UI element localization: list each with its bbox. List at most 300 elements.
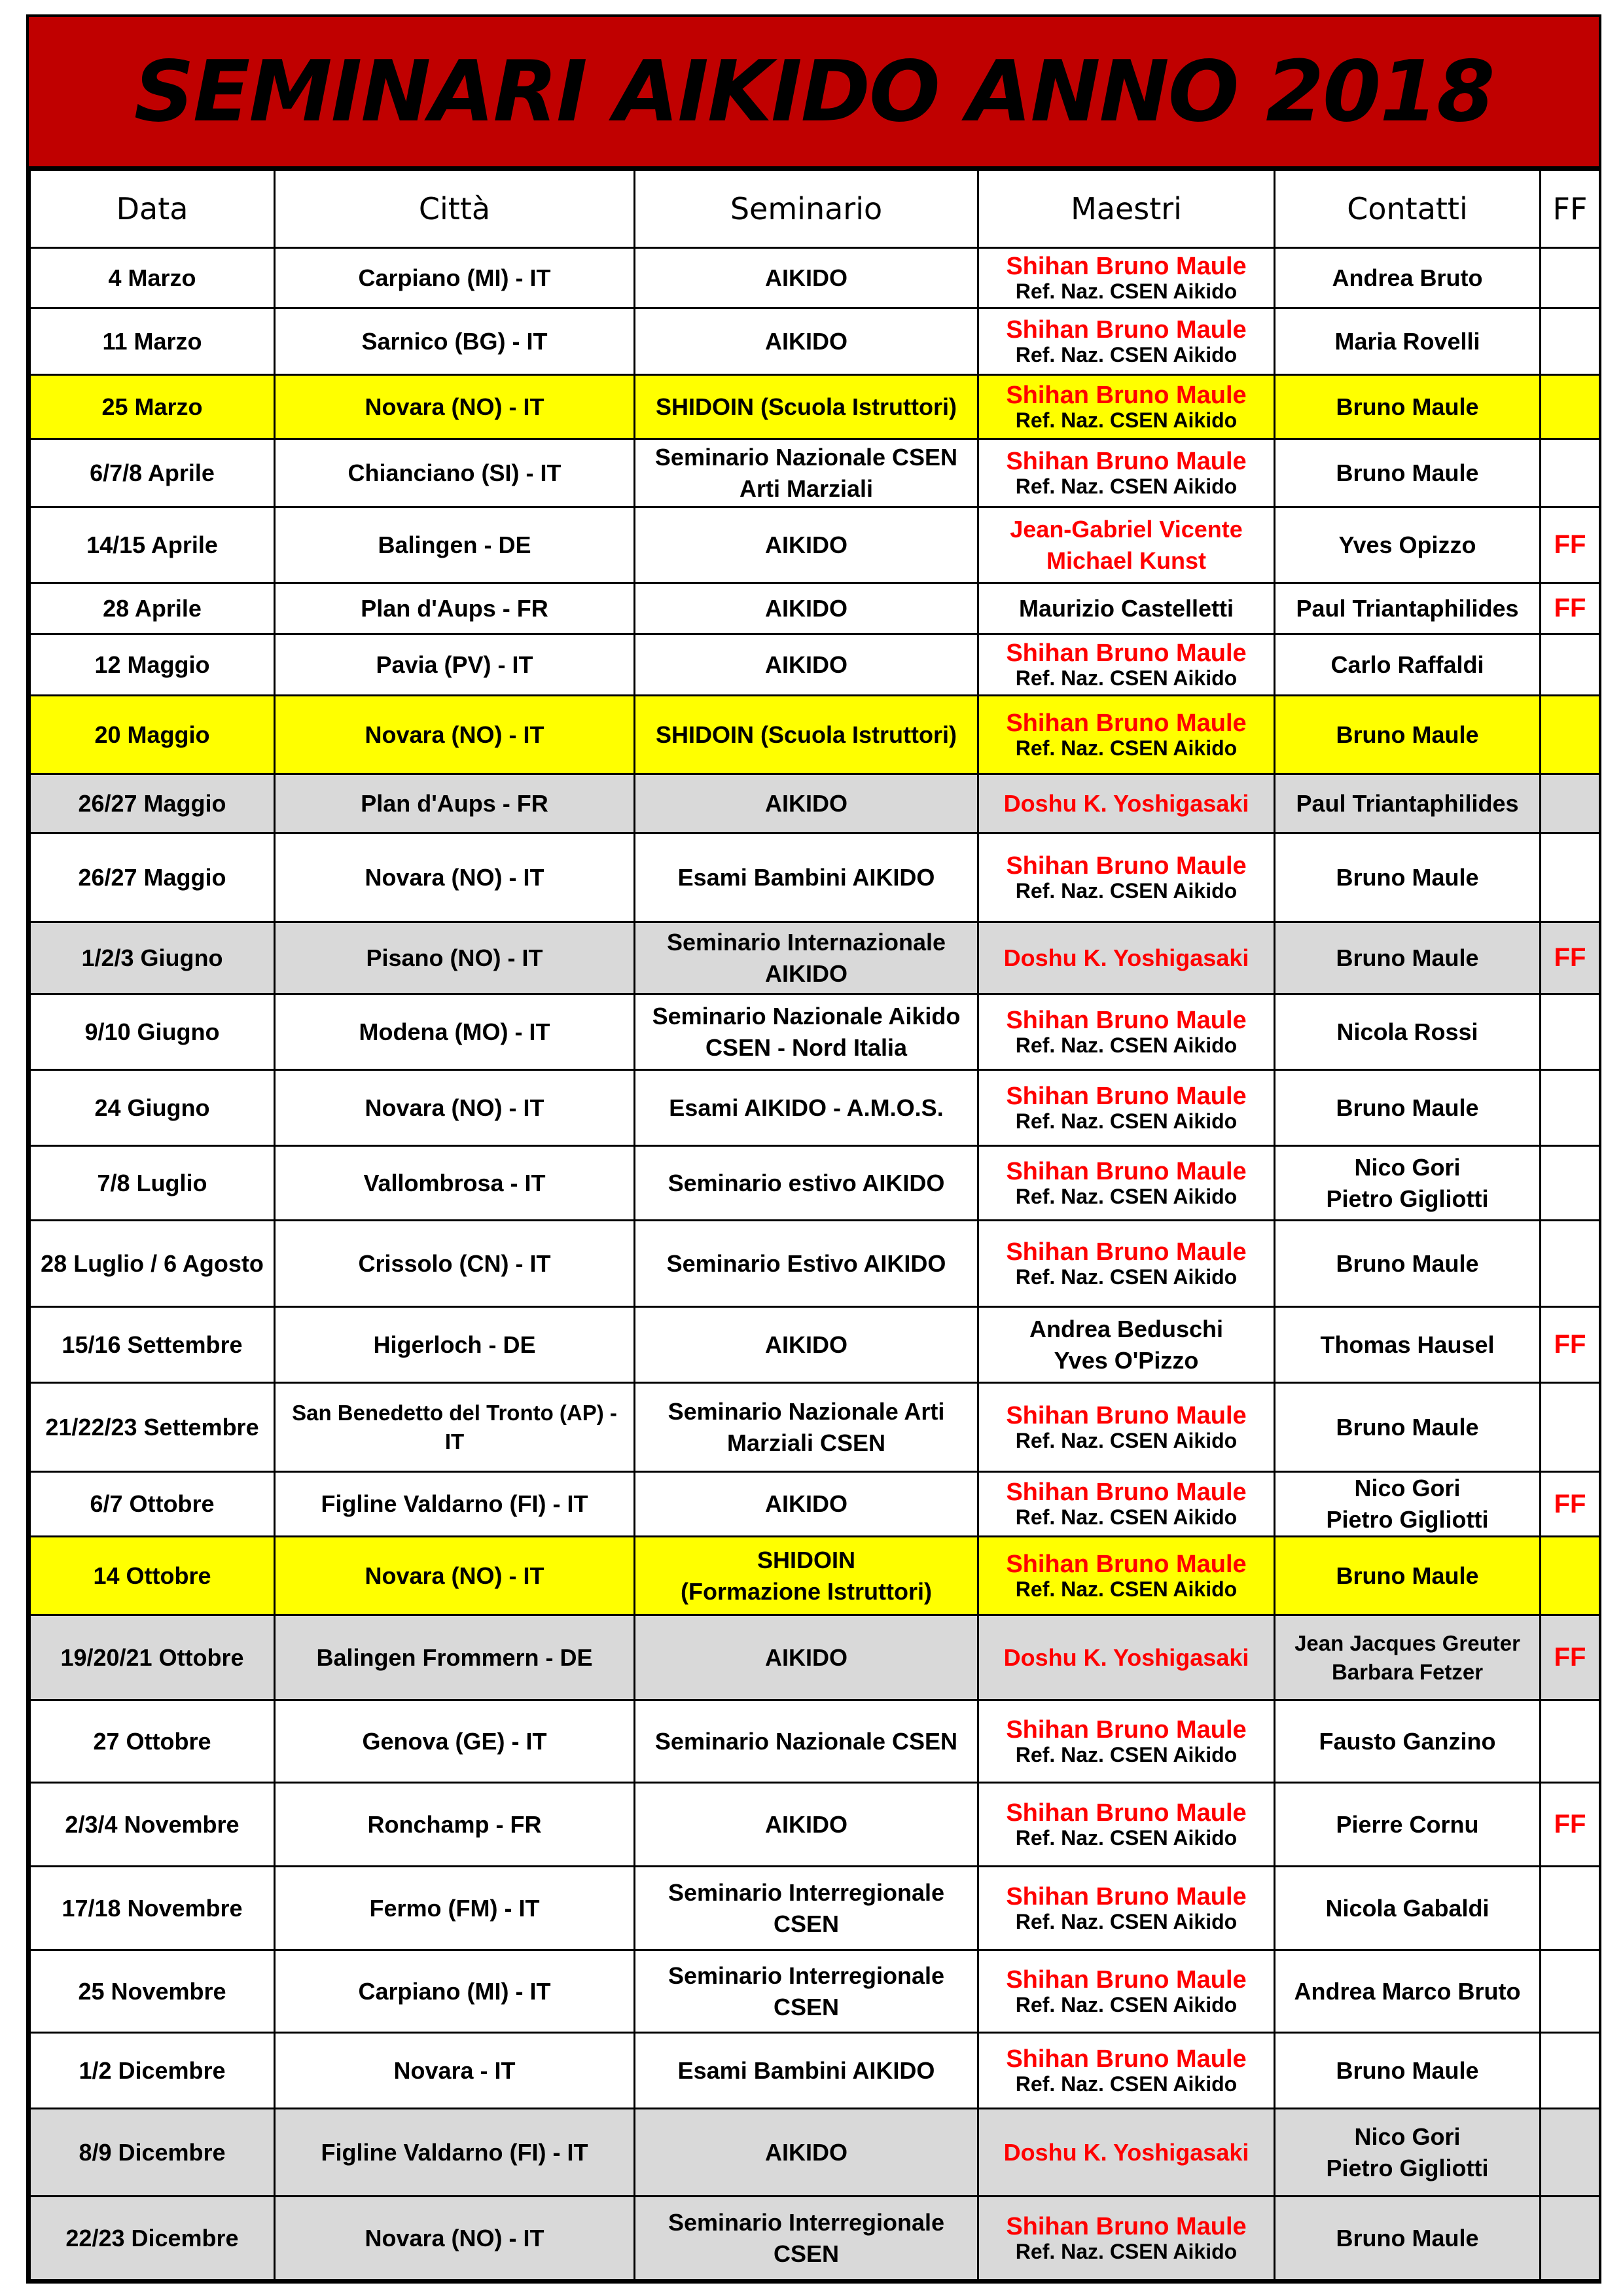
date-text: 1/2/3 Giugno <box>81 944 223 971</box>
cell-ff <box>1541 507 1600 583</box>
page-title: SEMINARI AIKIDO ANNO 2018 <box>29 17 1599 169</box>
cell-seminario <box>635 1700 978 1783</box>
contact-line: Fausto Ganzino <box>1319 1727 1496 1755</box>
maestro-sub: Ref. Naz. CSEN Aikido <box>1015 474 1238 498</box>
cell-data <box>30 833 275 922</box>
cell-data <box>30 1383 275 1472</box>
cell-maestri <box>978 1146 1275 1221</box>
cell-maestri <box>978 375 1275 439</box>
cell-citta <box>275 1700 635 1783</box>
cell-data <box>30 583 275 634</box>
maestro-main: Shihan Bruno Maule <box>1006 381 1247 409</box>
cell-ff <box>1541 2197 1600 2280</box>
cell-data <box>30 922 275 994</box>
cell-seminario <box>635 1472 978 1537</box>
maestro-sub: Ref. Naz. CSEN Aikido <box>1015 2072 1238 2096</box>
cell-maestri <box>978 2033 1275 2109</box>
seminar-line: CSEN <box>773 1993 840 2020</box>
city-text: Novara - IT <box>393 2056 516 2084</box>
table-row <box>30 2109 1600 2197</box>
seminar-line: CSEN <box>773 1910 840 1937</box>
table-row <box>30 308 1600 375</box>
date-text: 2/3/4 Novembre <box>65 1810 240 1838</box>
cell-seminario <box>635 1615 978 1700</box>
maestro-main: Shihan Bruno Maule <box>1006 447 1247 475</box>
contact-line: Pierre Cornu <box>1336 1810 1479 1838</box>
contact-line: Andrea Bruto <box>1332 264 1483 291</box>
cell-maestri <box>978 2109 1275 2197</box>
cell-citta <box>275 774 635 833</box>
maestro-sub: Ref. Naz. CSEN Aikido <box>1015 1265 1238 1289</box>
maestro-sub: Ref. Naz. CSEN Aikido <box>1015 408 1238 432</box>
cell-contatti <box>1275 1700 1541 1783</box>
seminar-line: Seminario Nazionale Arti <box>668 1397 945 1425</box>
cell-data <box>30 439 275 507</box>
cell-maestri <box>978 1472 1275 1537</box>
cell-data <box>30 375 275 439</box>
maestro-name: Michael Kunst <box>1046 547 1207 574</box>
table-row <box>30 375 1600 439</box>
maestro-name: Maurizio Castelletti <box>1018 594 1234 622</box>
cell-contatti <box>1275 1307 1541 1383</box>
city-text: Novara (NO) - IT <box>365 393 544 420</box>
cell-seminario <box>635 833 978 922</box>
cell-ff <box>1541 1867 1600 1950</box>
contact-line: Nicola Rossi <box>1336 1018 1478 1045</box>
contact-line: Barbara Fetzer <box>1331 1659 1484 1684</box>
cell-maestri <box>978 1867 1275 1950</box>
contact-line: Bruno Maule <box>1336 1413 1479 1441</box>
date-text: 12 Maggio <box>94 651 210 678</box>
cell-seminario <box>635 583 978 634</box>
contact-line: Pietro Gigliotti <box>1326 2154 1489 2181</box>
maestro-sub: Ref. Naz. CSEN Aikido <box>1015 1033 1238 1057</box>
maestro-sub: Ref. Naz. CSEN Aikido <box>1015 342 1238 367</box>
cell-contatti <box>1275 1615 1541 1700</box>
table-row <box>30 1383 1600 1472</box>
maestro-main: Shihan Bruno Maule <box>1006 1238 1247 1266</box>
cell-contatti <box>1275 922 1541 994</box>
cell-contatti <box>1275 375 1541 439</box>
contact-line: Carlo Raffaldi <box>1330 651 1484 678</box>
city-text: Ronchamp - FR <box>367 1810 542 1838</box>
contact-line: Bruno Maule <box>1336 863 1479 891</box>
seminar-line: Marziali CSEN <box>726 1429 886 1456</box>
contact-line: Bruno Maule <box>1336 2224 1479 2251</box>
cell-ff <box>1541 308 1600 375</box>
seminar-line: Esami Bambini AIKIDO <box>677 863 935 891</box>
cell-data <box>30 1783 275 1867</box>
maestro-sub: Ref. Naz. CSEN Aikido <box>1015 1184 1238 1208</box>
cell-seminario <box>635 507 978 583</box>
cell-ff <box>1541 375 1600 439</box>
cell-ff <box>1541 1472 1600 1537</box>
cell-citta <box>275 1867 635 1950</box>
cell-citta <box>275 248 635 308</box>
seminar-line: Seminario Interregionale <box>668 2208 945 2236</box>
cell-citta <box>275 1307 635 1383</box>
table-row <box>30 1783 1600 1867</box>
city-text: Modena (MO) - IT <box>359 1018 550 1045</box>
date-text: 19/20/21 Ottobre <box>60 1643 244 1671</box>
cell-citta <box>275 1383 635 1472</box>
maestro-sub: Ref. Naz. CSEN Aikido <box>1015 1909 1238 1933</box>
city-text: Vallombrosa - IT <box>363 1169 546 1196</box>
cell-citta <box>275 2033 635 2109</box>
cell-citta <box>275 1221 635 1307</box>
cell-contatti <box>1275 1950 1541 2033</box>
cell-contatti <box>1275 2197 1541 2280</box>
cell-ff <box>1541 994 1600 1070</box>
date-text: 27 Ottobre <box>93 1727 211 1755</box>
seminar-line: Seminario Nazionale CSEN <box>654 443 958 471</box>
contact-line: Bruno Maule <box>1336 1249 1479 1277</box>
cell-data <box>30 1070 275 1146</box>
maestro-sub: Ref. Naz. CSEN Aikido <box>1015 1742 1238 1767</box>
cell-maestri <box>978 634 1275 696</box>
table-row <box>30 2197 1600 2280</box>
seminar-line: Esami AIKIDO - A.M.O.S. <box>669 1094 944 1121</box>
city-text: Figline Valdarno (FI) - IT <box>321 2138 588 2166</box>
city-text: Crissolo (CN) - IT <box>358 1249 551 1277</box>
seminar-line: Seminario Estivo AIKIDO <box>666 1249 946 1277</box>
cell-data <box>30 2109 275 2197</box>
contact-line: Bruno Maule <box>1336 1094 1479 1121</box>
table-row <box>30 1537 1600 1615</box>
cell-data <box>30 248 275 308</box>
cell-maestri <box>978 774 1275 833</box>
maestro-main: Shihan Bruno Maule <box>1006 639 1247 667</box>
city-text: Novara (NO) - IT <box>365 863 544 891</box>
cell-maestri <box>978 1307 1275 1383</box>
maestro-main: Shihan Bruno Maule <box>1006 1479 1247 1506</box>
cell-contatti <box>1275 1383 1541 1472</box>
table-row <box>30 1472 1600 1537</box>
city-text: Novara (NO) - IT <box>365 1094 544 1121</box>
header-contatti: Contatti <box>1275 170 1541 248</box>
header-maestri: Maestri <box>978 170 1275 248</box>
cell-seminario <box>635 696 978 774</box>
maestro-sub: Ref. Naz. CSEN Aikido <box>1015 1825 1238 1850</box>
city-text: Novara (NO) - IT <box>365 1562 544 1589</box>
maestro-main: Shihan Bruno Maule <box>1006 315 1247 344</box>
maestro-sub: Ref. Naz. CSEN Aikido <box>1015 878 1238 903</box>
table-row <box>30 1146 1600 1221</box>
seminar-line: AIKIDO <box>765 264 847 291</box>
cell-maestri <box>978 2197 1275 2280</box>
cell-ff <box>1541 833 1600 922</box>
seminar-line: SHIDOIN <box>757 1546 855 1573</box>
cell-ff <box>1541 1950 1600 2033</box>
cell-maestri <box>978 1537 1275 1615</box>
cell-citta <box>275 696 635 774</box>
cell-maestri <box>978 1383 1275 1472</box>
ff-flag: FF <box>1554 1330 1586 1359</box>
maestro-main: Shihan Bruno Maule <box>1006 2212 1247 2240</box>
cell-seminario <box>635 2197 978 2280</box>
table-header-row <box>30 170 1600 248</box>
cell-citta <box>275 2109 635 2197</box>
maestro-main: Shihan Bruno Maule <box>1006 1799 1247 1827</box>
city-text: Figline Valdarno (FI) - IT <box>321 1490 588 1517</box>
maestro-main: Shihan Bruno Maule <box>1006 1157 1247 1185</box>
cell-contatti <box>1275 1146 1541 1221</box>
contact-line: Bruno Maule <box>1336 2056 1479 2084</box>
city-text: Balingen - DE <box>378 531 531 558</box>
header-data: Data <box>30 170 275 248</box>
city-text: San Benedetto del Tronto (AP) - IT <box>292 1400 617 1454</box>
cell-citta <box>275 375 635 439</box>
cell-citta <box>275 1472 635 1537</box>
maestro-name: Doshu K. Yoshigasaki <box>1003 2138 1249 2166</box>
city-text: Novara (NO) - IT <box>365 721 544 748</box>
cell-data <box>30 507 275 583</box>
seminar-line: AIKIDO <box>765 960 847 987</box>
cell-contatti <box>1275 1867 1541 1950</box>
maestro-sub: Ref. Naz. CSEN Aikido <box>1015 1505 1238 1529</box>
maestro-sub: Ref. Naz. CSEN Aikido <box>1015 2239 1238 2263</box>
contact-line: Jean Jacques Greuter <box>1294 1630 1520 1655</box>
date-text: 24 Giugno <box>94 1094 210 1121</box>
cell-ff <box>1541 1537 1600 1615</box>
date-text: 25 Marzo <box>101 393 203 420</box>
cell-contatti <box>1275 696 1541 774</box>
seminar-line: (Formazione Istruttori) <box>681 1577 932 1605</box>
city-text: Pisano (NO) - IT <box>366 944 543 971</box>
maestro-main: Shihan Bruno Maule <box>1006 1006 1247 1034</box>
cell-seminario <box>635 1070 978 1146</box>
city-text: Chianciano (SI) - IT <box>348 459 562 486</box>
city-text: Genova (GE) - IT <box>362 1727 547 1755</box>
cell-maestri <box>978 1221 1275 1307</box>
contact-line: Bruno Maule <box>1336 721 1479 748</box>
table-row <box>30 696 1600 774</box>
cell-ff <box>1541 1070 1600 1146</box>
seminar-line: Seminario Nazionale Aikido <box>652 1002 961 1030</box>
cell-ff <box>1541 439 1600 507</box>
cell-data <box>30 2197 275 2280</box>
cell-maestri <box>978 696 1275 774</box>
cell-contatti <box>1275 1783 1541 1867</box>
seminar-line: AIKIDO <box>765 789 847 817</box>
seminar-line: AIKIDO <box>765 531 847 558</box>
date-text: 17/18 Novembre <box>62 1894 243 1922</box>
cell-citta <box>275 833 635 922</box>
contact-line: Nico Gori <box>1354 1153 1461 1181</box>
seminar-line: Arti Marziali <box>739 475 874 502</box>
maestro-main: Shihan Bruno Maule <box>1006 852 1247 880</box>
seminar-line: Seminario estivo AIKIDO <box>668 1169 945 1196</box>
table-row <box>30 994 1600 1070</box>
maestro-main: Shihan Bruno Maule <box>1006 1715 1247 1744</box>
cell-contatti <box>1275 774 1541 833</box>
contact-line: Nico Gori <box>1354 1475 1461 1501</box>
maestro-sub: Ref. Naz. CSEN Aikido <box>1015 279 1238 303</box>
city-text: Plan d'Aups - FR <box>361 789 548 817</box>
cell-seminario <box>635 1867 978 1950</box>
cell-ff <box>1541 1700 1600 1783</box>
date-text: 28 Aprile <box>103 594 202 622</box>
seminar-line: AIKIDO <box>765 2138 847 2166</box>
seminar-line: AIKIDO <box>765 1643 847 1671</box>
seminar-line: Seminario Nazionale CSEN <box>654 1727 958 1755</box>
cell-contatti <box>1275 1537 1541 1615</box>
cell-citta <box>275 1950 635 2033</box>
table-row <box>30 833 1600 922</box>
cell-contatti <box>1275 1070 1541 1146</box>
maestro-main: Shihan Bruno Maule <box>1006 1401 1247 1429</box>
date-text: 8/9 Dicembre <box>79 2138 226 2166</box>
table-row <box>30 922 1600 994</box>
contact-line: Bruno Maule <box>1336 1562 1479 1589</box>
maestro-sub: Ref. Naz. CSEN Aikido <box>1015 736 1238 760</box>
cell-contatti <box>1275 439 1541 507</box>
cell-maestri <box>978 248 1275 308</box>
cell-data <box>30 1950 275 2033</box>
maestro-main: Shihan Bruno Maule <box>1006 1882 1247 1910</box>
cell-maestri <box>978 994 1275 1070</box>
city-text: Pavia (PV) - IT <box>376 651 533 678</box>
date-text: 21/22/23 Settembre <box>45 1413 259 1441</box>
city-text: Carpiano (MI) - IT <box>358 1977 551 2005</box>
maestro-main: Shihan Bruno Maule <box>1006 1965 1247 1994</box>
date-text: 9/10 Giugno <box>84 1018 220 1045</box>
header-ff: FF <box>1541 170 1600 248</box>
cell-citta <box>275 994 635 1070</box>
cell-data <box>30 1867 275 1950</box>
cell-ff <box>1541 1615 1600 1700</box>
contact-line: Nicola Gabaldi <box>1325 1894 1489 1922</box>
contact-line: Paul Triantaphilides <box>1296 789 1519 817</box>
cell-citta <box>275 1146 635 1221</box>
contact-line: Andrea Marco Bruto <box>1294 1977 1521 2005</box>
cell-ff <box>1541 696 1600 774</box>
city-text: Balingen Frommern - DE <box>316 1643 593 1671</box>
cell-contatti <box>1275 583 1541 634</box>
cell-citta <box>275 1537 635 1615</box>
maestro-sub: Ref. Naz. CSEN Aikido <box>1015 1577 1238 1601</box>
cell-ff <box>1541 2033 1600 2109</box>
maestro-name: Yves O'Pizzo <box>1054 1346 1199 1374</box>
date-text: 15/16 Settembre <box>62 1331 243 1358</box>
cell-seminario <box>635 1221 978 1307</box>
cell-data <box>30 1537 275 1615</box>
cell-seminario <box>635 634 978 696</box>
table-row <box>30 1700 1600 1783</box>
cell-maestri <box>978 1700 1275 1783</box>
cell-data <box>30 1700 275 1783</box>
maestro-main: Shihan Bruno Maule <box>1006 252 1247 280</box>
seminar-line: SHIDOIN (Scuola Istruttori) <box>655 393 957 420</box>
seminar-table <box>29 169 1601 2281</box>
cell-data <box>30 1307 275 1383</box>
ff-flag: FF <box>1554 530 1586 559</box>
maestro-main: Shihan Bruno Maule <box>1006 2045 1247 2073</box>
cell-ff <box>1541 634 1600 696</box>
seminar-line: AIKIDO <box>765 1331 847 1358</box>
contact-line: Pietro Gigliotti <box>1326 1185 1489 1212</box>
seminar-line: AIKIDO <box>765 1810 847 1838</box>
maestro-sub: Ref. Naz. CSEN Aikido <box>1015 1428 1238 1452</box>
cell-seminario <box>635 1950 978 2033</box>
seminar-line: AIKIDO <box>765 327 847 355</box>
cell-contatti <box>1275 994 1541 1070</box>
cell-citta <box>275 507 635 583</box>
seminar-line: Esami Bambini AIKIDO <box>677 2056 935 2084</box>
city-text: Carpiano (MI) - IT <box>358 264 551 291</box>
date-text: 20 Maggio <box>94 721 210 748</box>
cell-citta <box>275 922 635 994</box>
cell-ff <box>1541 1146 1600 1221</box>
cell-contatti <box>1275 248 1541 308</box>
cell-ff <box>1541 1307 1600 1383</box>
table-row <box>30 634 1600 696</box>
cell-contatti <box>1275 308 1541 375</box>
cell-seminario <box>635 308 978 375</box>
cell-data <box>30 1472 275 1537</box>
maestro-sub: Ref. Naz. CSEN Aikido <box>1015 1109 1238 1133</box>
header-citta: Città <box>275 170 635 248</box>
cell-ff <box>1541 1783 1600 1867</box>
table-row <box>30 1615 1600 1700</box>
table-row <box>30 1221 1600 1307</box>
seminar-line: CSEN - Nord Italia <box>705 1033 908 1061</box>
cell-citta <box>275 583 635 634</box>
cell-seminario <box>635 774 978 833</box>
cell-ff <box>1541 774 1600 833</box>
cell-contatti <box>1275 2033 1541 2109</box>
header-seminario: Seminario <box>635 170 978 248</box>
date-text: 11 Marzo <box>102 327 202 355</box>
cell-maestri <box>978 1950 1275 2033</box>
date-text: 6/7 Ottobre <box>90 1490 215 1517</box>
ff-flag: FF <box>1554 1810 1586 1839</box>
date-text: 26/27 Maggio <box>78 789 226 817</box>
contact-line: Paul Triantaphilides <box>1296 594 1519 622</box>
maestro-sub: Ref. Naz. CSEN Aikido <box>1015 1992 1238 2017</box>
cell-seminario <box>635 1383 978 1472</box>
seminar-line: AIKIDO <box>765 1490 847 1517</box>
ff-flag: FF <box>1554 943 1586 972</box>
table-row <box>30 583 1600 634</box>
table-row <box>30 1867 1600 1950</box>
date-text: 7/8 Luglio <box>97 1169 207 1196</box>
cell-citta <box>275 2197 635 2280</box>
cell-seminario <box>635 2109 978 2197</box>
cell-data <box>30 2033 275 2109</box>
ff-flag: FF <box>1554 594 1586 622</box>
seminar-line: AIKIDO <box>765 594 847 622</box>
cell-ff <box>1541 1221 1600 1307</box>
cell-maestri <box>978 507 1275 583</box>
cell-seminario <box>635 248 978 308</box>
date-text: 14 Ottobre <box>93 1562 211 1589</box>
date-text: 25 Novembre <box>78 1977 226 2005</box>
seminar-line: SHIDOIN (Scuola Istruttori) <box>655 721 957 748</box>
city-text: Fermo (FM) - IT <box>369 1894 540 1922</box>
cell-contatti <box>1275 2109 1541 2197</box>
cell-data <box>30 994 275 1070</box>
contact-line: Thomas Hausel <box>1320 1331 1495 1358</box>
cell-contatti <box>1275 833 1541 922</box>
cell-data <box>30 696 275 774</box>
maestro-main: Shihan Bruno Maule <box>1006 1550 1247 1578</box>
cell-maestri <box>978 1783 1275 1867</box>
date-text: 6/7/8 Aprile <box>90 459 215 486</box>
contact-line: Yves Opizzo <box>1338 531 1476 558</box>
cell-seminario <box>635 994 978 1070</box>
date-text: 26/27 Maggio <box>78 863 226 891</box>
